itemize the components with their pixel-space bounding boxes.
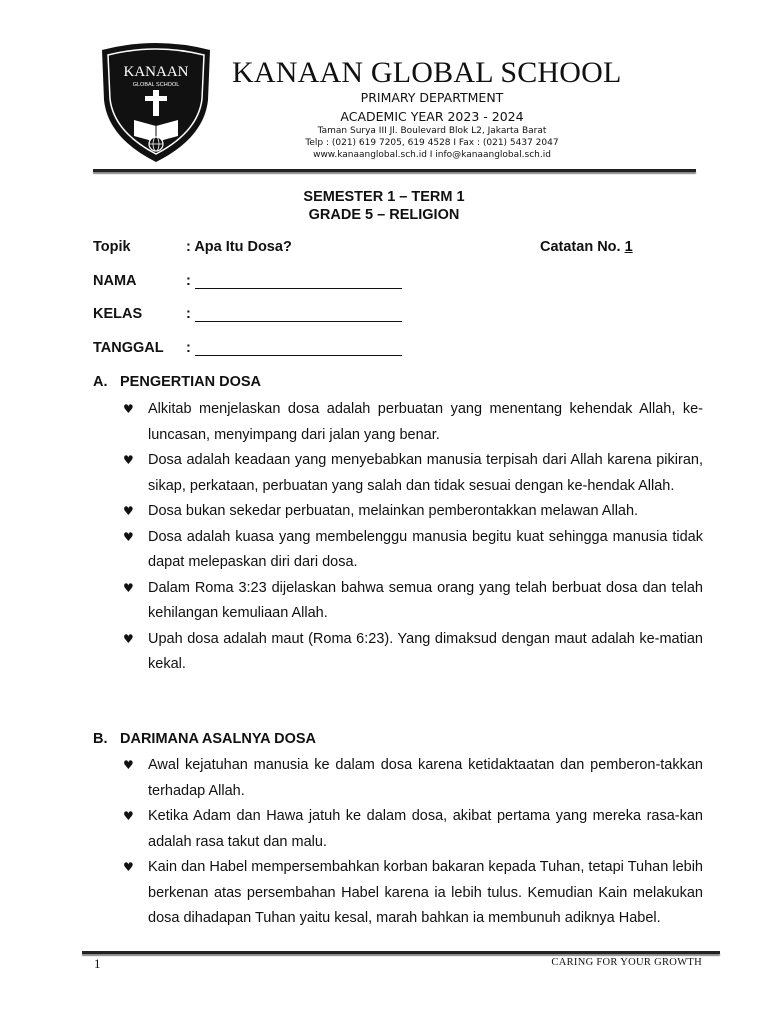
list-item xyxy=(123,525,703,576)
school-logo xyxy=(96,40,216,164)
heart-bullet-icon: ♥ xyxy=(123,402,134,416)
phone: Telp : (021) 619 7205, 619 4528 I Fax : (021) 5437 2047 xyxy=(305,138,559,148)
academic-year: ACADEMIC YEAR 2023 - 2024 xyxy=(340,109,524,124)
footer-tagline: CARING FOR YOUR GROWTH xyxy=(551,957,702,968)
bullet-text: Dosa bukan sekedar perbuatan, melainkan pemberontakkan melawan Allah. xyxy=(148,503,639,519)
bullet-text: Upah dosa adalah maut (Roma 6:23). Yang dimaksud dengan maut adalah ke-matian kekal. xyxy=(148,630,703,672)
kelas-field[interactable] xyxy=(195,321,402,322)
list-item xyxy=(123,499,703,525)
heart-bullet-icon: ♥ xyxy=(123,758,134,772)
grade-title: GRADE 5 – RELIGION xyxy=(308,207,460,223)
nama-label: NAMA xyxy=(93,273,137,289)
school-name: KANAAN GLOBAL SCHOOL xyxy=(232,56,622,89)
footer-divider xyxy=(82,951,720,954)
heart-bullet-icon: ♥ xyxy=(123,504,134,518)
colon: : xyxy=(186,306,191,322)
list-item xyxy=(123,397,703,448)
section-b-heading xyxy=(93,731,316,747)
catatan xyxy=(540,239,633,255)
heart-bullet-icon: ♥ xyxy=(123,809,134,823)
bullet-text: Dalam Roma 3:23 dijelaskan bahwa semua orang yang telah berbuat dosa dan telah kehilangan kemuliaan Allah. xyxy=(148,579,703,621)
section-title: PENGERTIAN DOSA xyxy=(120,374,261,390)
section-letter: B. xyxy=(93,731,108,747)
heart-bullet-icon: ♥ xyxy=(123,860,134,874)
catatan-label: Catatan No. xyxy=(540,239,621,255)
page-number: 1 xyxy=(94,956,101,971)
department: PRIMARY DEPARTMENT xyxy=(360,90,504,105)
section-a-list xyxy=(123,397,703,678)
catatan-number: 1 xyxy=(624,239,633,255)
bullet-text: Ketika Adam dan Hawa jatuh ke dalam dosa, akibat pertama yang mereka rasa-kan adalah rasa takut dan malu. xyxy=(148,808,703,850)
tanggal-field[interactable] xyxy=(195,355,402,356)
section-b-list xyxy=(123,753,703,932)
topik-value: : Apa Itu Dosa? xyxy=(186,239,292,255)
list-item xyxy=(123,576,703,627)
website: www.kanaanglobal.sch.id I info@kanaanglobal.sch.id xyxy=(313,150,551,160)
header-divider xyxy=(93,169,696,172)
colon: : xyxy=(186,273,191,289)
list-item xyxy=(123,627,703,678)
list-item xyxy=(123,804,703,855)
globe-icon xyxy=(149,137,163,151)
colon: : xyxy=(186,340,191,356)
section-letter: A. xyxy=(93,374,108,390)
kelas-label: KELAS xyxy=(93,306,143,322)
bullet-text: Awal kejatuhan manusia ke dalam dosa karena ketidaktaatan dan pemberon-takkan terhadap Allah. xyxy=(148,757,703,799)
section-title: DARIMANA ASALNYA DOSA xyxy=(120,731,317,747)
bullet-text: Kain dan Habel mempersembahkan korban bakaran kepada Tuhan, tetapi Tuhan lebih berkenan atas persembahan Habel karena ia lebih tulus. Kemudian Kain melakukan dosa dihadapan Tuhan yaitu kesal, marah bahkan ia membunuh adiknya Habel. xyxy=(148,859,703,926)
bullet-text: Dosa adalah kuasa yang membelenggu manusia begitu kuat sehingga manusia tidak dapat melepaskan diri dari dosa. xyxy=(148,528,703,570)
section-a-heading xyxy=(93,374,261,390)
logo-subtext: GLOBAL SCHOOL xyxy=(132,82,180,88)
topik-label: Topik xyxy=(93,239,131,255)
bullet-text: Alkitab menjelaskan dosa adalah perbuatan yang menentang kehendak Allah, ke-luncasan, menyimpang dari jalan yang benar. xyxy=(148,401,703,443)
bullet-text: Dosa adalah keadaan yang menyebabkan manusia terpisah dari Allah karena pikiran, sikap, perkataan, perbuatan yang salah dan tidak sesuai dengan ke-hendak Allah. xyxy=(148,452,703,494)
semester-title: SEMESTER 1 – TERM 1 xyxy=(303,189,465,205)
list-item xyxy=(123,753,703,804)
heart-bullet-icon: ♥ xyxy=(123,580,134,595)
address: Taman Surya III Jl. Boulevard Blok L2, Jakarta Barat xyxy=(317,126,547,136)
list-item xyxy=(123,855,703,932)
heart-bullet-icon: ♥ xyxy=(123,453,134,467)
nama-field[interactable] xyxy=(195,288,402,289)
heart-bullet-icon: ♥ xyxy=(123,529,134,544)
heart-bullet-icon: ♥ xyxy=(123,631,134,646)
logo-text: KANAAN xyxy=(123,64,189,80)
tanggal-label: TANGGAL xyxy=(93,340,164,356)
list-item xyxy=(123,448,703,499)
